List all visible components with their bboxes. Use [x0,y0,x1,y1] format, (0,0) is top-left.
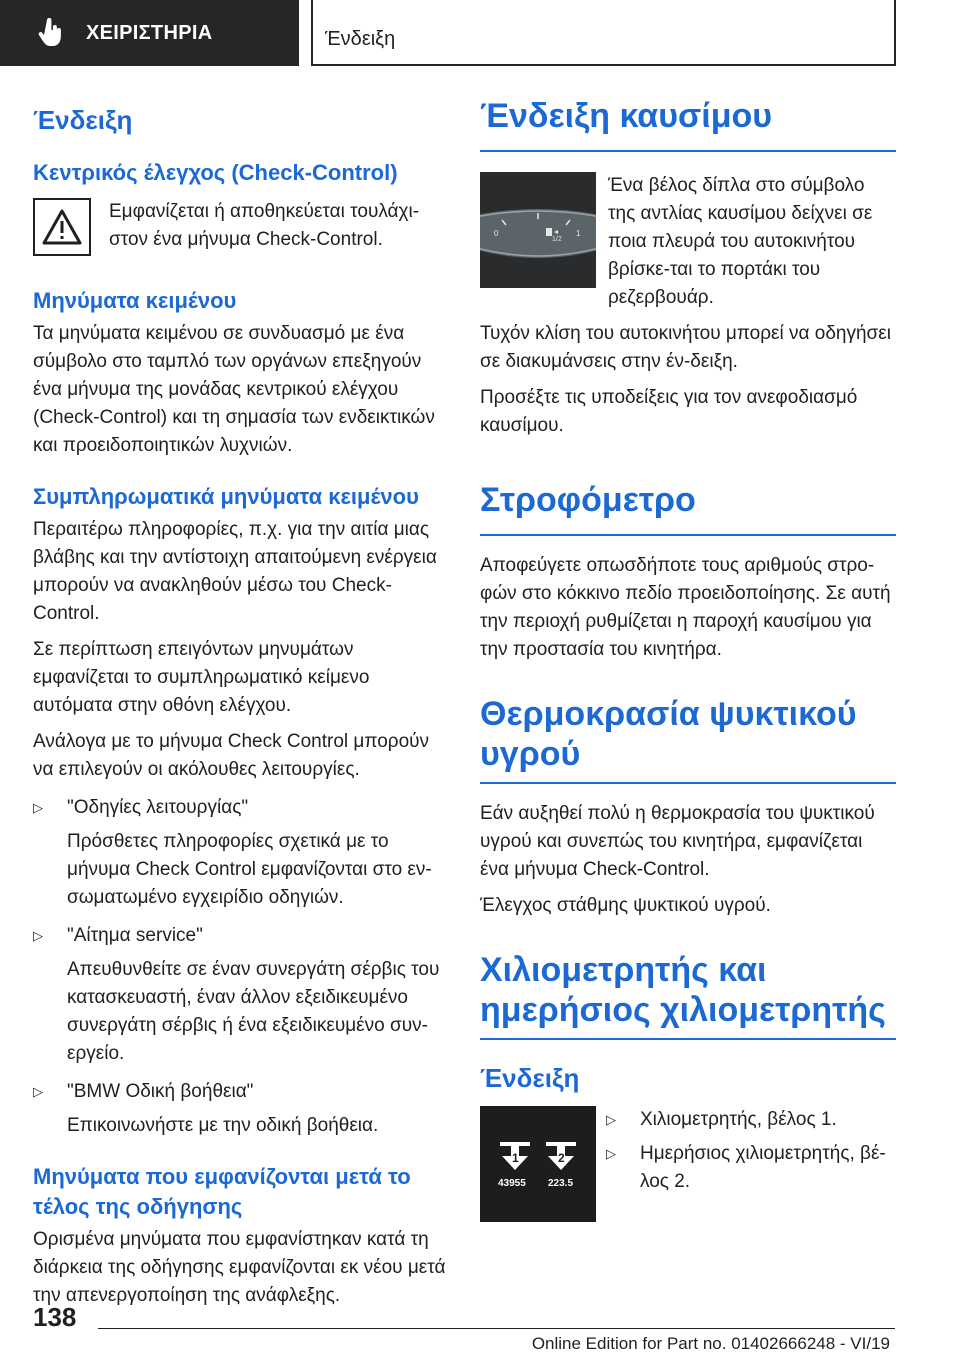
tachometer-body: Αποφεύγετε οπωσδήποτε τους αριθμούς στρο-φών στο κόκκινο πεδίο προειδοποίησης. Σε αυτή την περιοχή ρυθμίζεται η παροχή καυσίμου για την προστασία του κινητήρα. [480,555,891,660]
odometer-value: 43955 [498,1178,526,1189]
fuel-gauge-block [480,172,896,376]
manual-section-tab [0,0,299,66]
list-item-body: Απευθυνθείτε σε έναν συνεργάτη σέρβις του κατασκευαστή, έναν άλλον εξειδικευμένο συνεργάτη σέρβις ή ένα εξειδικευμένο συν-εργείο. [67,959,440,1064]
odometer-bullet-2: Ημερήσιος χιλιομετρητής, βέ-λος 2. [640,1143,886,1192]
right-column [480,96,896,1222]
hand-pointer-icon [38,18,64,48]
gauge-label-half: 1/2 [552,236,562,243]
coolant-paragraph-1: Εάν αυξηθεί πολύ η θερμοκρασία του ψυκτικού υγρού και συνεπώς του κινητήρα, εμφανίζεται ένα μήνυμα Check-Control. [480,803,875,880]
supplementary-p2: Σε περίπτωση επειγόντων μηνυμάτων εμφανίζεται το συμπληρωματικό κείμενο αυτόματα στην οθόνη ελέγχου. [33,639,370,716]
page-number: 138 [33,1302,77,1332]
odometer-heading: Χιλιομετρητής και ημερήσιος χιλιομετρητής [480,950,896,1040]
list-item [606,1106,896,1134]
section-title: Ένδειξη [33,105,133,135]
odometer-illustration [480,1106,596,1222]
list-item-body: Επικοινωνήστε με την οδική βοήθεια. [67,1115,379,1136]
supplementary-p1: Περαιτέρω πληροφορίες, π.χ. για την αιτία μιας βλάβης και την αντίστοιχη απαιτούμενη ενέργεια μπορούν να ανακληθούν μέσω του Check-Control. [33,519,437,624]
list-item [33,922,449,1068]
triangle-bullet-icon: ▷ [606,1112,616,1127]
check-control-block [33,198,449,256]
chapter-label: Ένδειξη [325,28,396,50]
triangle-bullet-icon: ▷ [33,1084,43,1099]
list-item-title: "Οδηγίες λειτουργίας" [67,797,249,818]
odometer-block [480,1106,896,1222]
list-item-title: "BMW Οδική βοήθεια" [67,1081,254,1102]
fuel-paragraph-1: Ένα βέλος δίπλα στο σύμβολο της αντλίας καυσίμου δείχνει σε ποια πλευρά του αυτοκινήτου βρίσκε-ται το πορτάκι του ρεζερβουάρ. [608,175,873,308]
gauge-label-full: 1 [576,229,581,238]
trip-odometer-value: 223.5 [548,1178,574,1189]
list-item [606,1140,896,1196]
left-column [33,96,449,1310]
triangle-bullet-icon: ▷ [33,800,43,815]
list-item-body: Πρόσθετες πληροφορίες σχετικά με το μήνυμα Check Control εμφανίζονται στο εν-σωματωμένο εγχειρίδιο οδηγιών. [67,831,432,908]
list-item [33,1078,449,1140]
fuel-pump-icon [546,228,552,236]
footer-divider [98,1328,895,1329]
manual-section-label: ΧΕΙΡΙΣΤΗΡΙΑ [86,21,213,44]
fuel-gauge-heading: Ένδειξη καυσίμου [480,96,896,152]
warning-symbol-box [33,198,91,256]
page-header [0,0,960,66]
supplementary-p3: Ανάλογα με το μήνυμα Check Control μπορούν να επιλεγούν οι ακόλουθες λειτουργίες. [33,731,430,780]
warning-triangle-icon [41,208,83,246]
check-control-heading: Κεντρικός έλεγχος (Check-Control) [33,160,398,185]
coolant-paragraph-2: Έλεγχος στάθμης ψυκτικού υγρού. [480,895,771,916]
list-item [33,794,449,912]
page-footer [0,1290,960,1362]
tachometer-heading: Στροφόμετρο [480,480,896,536]
arrow-1-label: 1 [512,1151,519,1165]
list-item-title: "Αίτημα service" [67,925,203,946]
edition-text: Online Edition for Part no. 01402666248 - VI/19 [531,1334,890,1353]
gauge-label-empty: 0 [494,229,499,238]
fuel-gauge-image [480,172,596,288]
supplementary-heading: Συμπληρωματικά μηνύματα κειμένου [33,484,419,509]
after-drive-body: Ορισμένα μηνύματα που εμφανίστηκαν κατά τη διάρκεια της οδήγησης εμφανίζονται εκ νέου μετά την απενεργοποίηση της ανάφλεξης. [33,1229,446,1306]
text-messages-heading: Μηνύματα κειμένου [33,288,237,313]
text-messages-body: Τα μηνύματα κειμένου σε συνδυασμό με ένα σύμβολο στο ταμπλό των οργάνων επεξηγούν ένα μήνυμα της μονάδας κεντρικού ελέγχου (Check-Control) και τη σημασία των ενδεικτικών και προειδοποιητικών λυχνιών. [33,323,435,456]
triangle-bullet-icon: ▷ [33,928,43,943]
fuel-paragraph-2: Τυχόν κλίση του αυτοκινήτου μπορεί να οδηγήσει σε διακυμάνσεις στην έν-δειξη. [480,323,891,372]
check-control-text: Εμφανίζεται ή αποθηκεύεται τουλάχι-στον ένα μήνυμα Check-Control. [109,201,420,250]
odometer-subheading: Ένδειξη [480,1063,580,1093]
fuel-paragraph-3: Προσέξτε τις υποδείξεις για τον ανεφοδιασμό καυσίμου. [480,387,858,436]
function-list [33,794,449,1140]
odometer-bullet-1: Χιλιομετρητής, βέλος 1. [640,1109,837,1130]
arrow-2-label: 2 [558,1151,565,1165]
fuel-gauge-illustration [480,172,596,288]
odometer-image [480,1106,596,1222]
triangle-bullet-icon: ▷ [606,1146,616,1161]
coolant-heading: Θερμοκρασία ψυκτικού υγρού [480,694,896,784]
chapter-tab [311,0,896,66]
after-drive-heading: Μηνύματα που εμφανίζονται μετά το τέλος της οδήγησης [33,1164,411,1219]
